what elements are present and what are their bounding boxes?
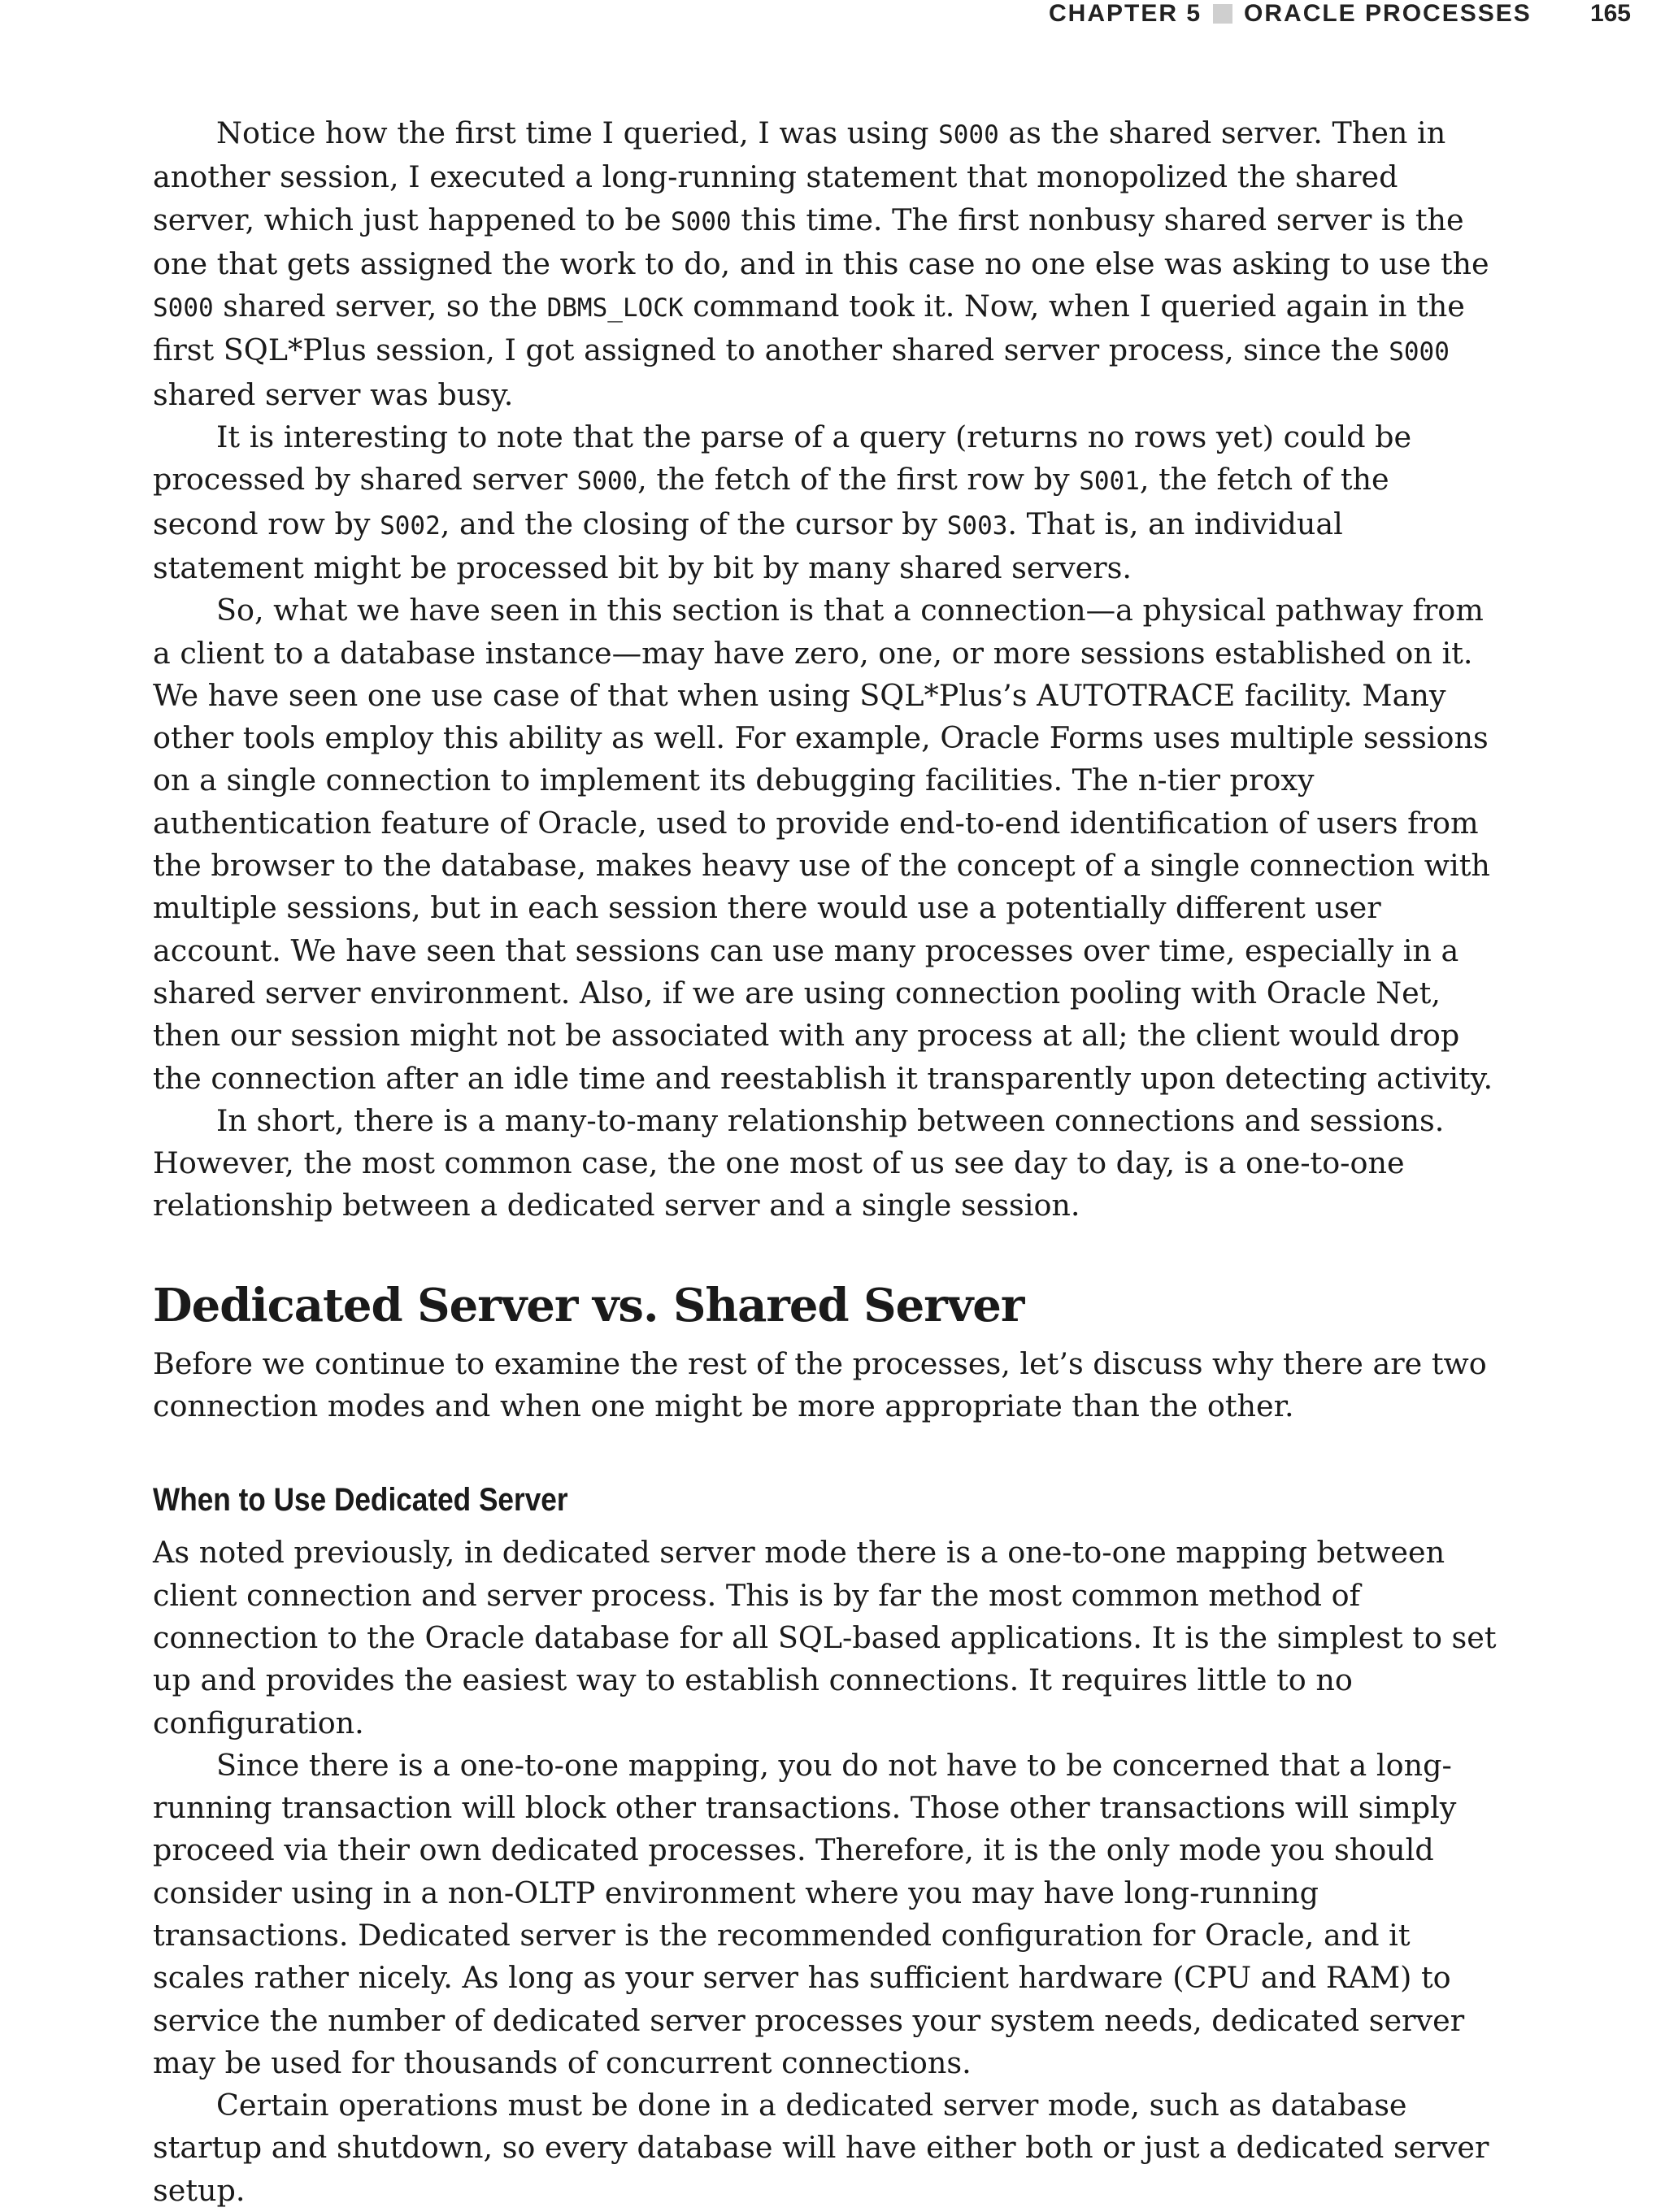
inline-code: S000 xyxy=(1389,337,1450,367)
spacer xyxy=(153,1228,1502,1280)
text-run: shared server was busy. xyxy=(153,376,514,412)
spacer xyxy=(153,1520,1502,1532)
page-body xyxy=(153,112,1502,2212)
spacer xyxy=(153,1332,1502,1343)
paragraph-dedicated-mapping: As noted previously, in dedicated server mode there is a one-to-one mapping between client connection and server process. This is by far the most common method of connection to the Oracle database for all SQL-based applications. It is the simplest to set up and provides the easiest way to establish connections. It requires little to no configuration. xyxy=(153,1535,1497,1740)
text-run: , the fetch of the second row by xyxy=(153,462,1389,541)
chapter-title: ORACLE PROCESSES xyxy=(1244,0,1532,27)
paragraph-dedicated-operations: Certain operations must be done in a dedicated server mode, such as database startup and shutdown, so every database will have either both or just a dedicated server setup. xyxy=(153,2088,1489,2208)
text-run: this time. The first nonbusy shared server is the one that gets assigned the work to do, and in this case no one else was asking to use the xyxy=(153,202,1489,281)
paragraph-dedicated-scaling: Since there is a one-to-one mapping, you do not have to be concerned that a long-running transaction will block other transactions. Those other transactions will simply proceed via their own dedicated processes. Therefore, it is the only mode you should consider using in a non-OLTP environment where you may have long-running transactions. Dedicated server is the recommended configuration for Oracle, and it scales rather nicely. As long as your server has sufficient hardware (CPU and RAM) to service the number of dedicated server processes your system needs, dedicated server may be used for thousands of concurrent connections. xyxy=(153,1747,1465,2080)
paragraph-section-intro: Before we continue to examine the rest of the processes, let’s discuss why there are two connection modes and when one might be more appropriate than the other. xyxy=(153,1345,1487,1424)
page-number: 165 xyxy=(1589,0,1631,27)
inline-code: S000 xyxy=(670,206,732,237)
inline-code: S003 xyxy=(946,511,1008,541)
text-run: Notice how the first time I queried, I was using xyxy=(216,115,939,150)
paragraph-many-to-many: In short, there is a many-to-many relationship between connections and sessions. However, the most common case, the one most of us see day to day, is a one-to-one relationship between a dedicated server and a single session. xyxy=(153,1102,1445,1223)
subsection-heading: When to Use Dedicated Server xyxy=(153,1482,568,1519)
text-run: . That is, an individual statement might be processed bit by bit by many shared servers. xyxy=(153,506,1343,585)
inline-code: S000 xyxy=(938,120,999,150)
text-run: command took it. Now, when I queried again in the first SQL*Plus session, I got assigned to another shared server process, since the xyxy=(153,289,1465,368)
inline-code: DBMS_LOCK xyxy=(546,293,684,324)
text-run: as the shared server. Then in another session, I executed a long-running statement that monopolized the shared server, which just happened to be xyxy=(153,115,1446,237)
inline-code: S002 xyxy=(380,511,441,541)
chapter-label: CHAPTER 5 xyxy=(1049,0,1202,27)
paragraph-shared-server-assignment xyxy=(153,112,1502,416)
inline-code: S001 xyxy=(1079,467,1140,497)
spacer xyxy=(153,1428,1502,1480)
inline-code: S000 xyxy=(153,293,214,324)
text-run: , the fetch of the first row by xyxy=(637,462,1080,498)
section-heading: Dedicated Server vs. Shared Server xyxy=(153,1278,1024,1332)
text-run: shared server, so the xyxy=(213,289,547,324)
text-run: , and the closing of the cursor by xyxy=(440,506,947,541)
running-header xyxy=(1049,0,1631,28)
inline-code: S000 xyxy=(576,467,638,497)
paragraph-connections-sessions: So, what we have seen in this section is that a connection—a physical pathway from a client to a database instance—may have zero, one, or more sessions established on it. We have seen one use case of that when using SQL*Plus’s AUTOTRACE facility. Many other tools employ this ability as well. For example, Oracle Forms uses multiple sessions on a single connection to implement its debugging facilities. The n-tier proxy authentication feature of Oracle, used to provide end-to-end identification of users from the browser to the database, makes heavy use of the concept of a single connection with multiple sessions, but in each session there would use a potentially different user account. We have seen that sessions can use many processes over time, especially in a shared server environment. Also, if we are using connection pooling with Oracle Net, then our session might not be associated with any process at all; the client would drop the connection after an idle time and reestablish it transparently upon detecting activity. xyxy=(153,593,1493,1096)
text-run: It is interesting to note that the parse of a query (returns no rows yet) could be processed by shared server xyxy=(153,419,1412,498)
header-square-separator xyxy=(1213,4,1232,24)
paragraph-parse-fetch xyxy=(153,416,1502,589)
